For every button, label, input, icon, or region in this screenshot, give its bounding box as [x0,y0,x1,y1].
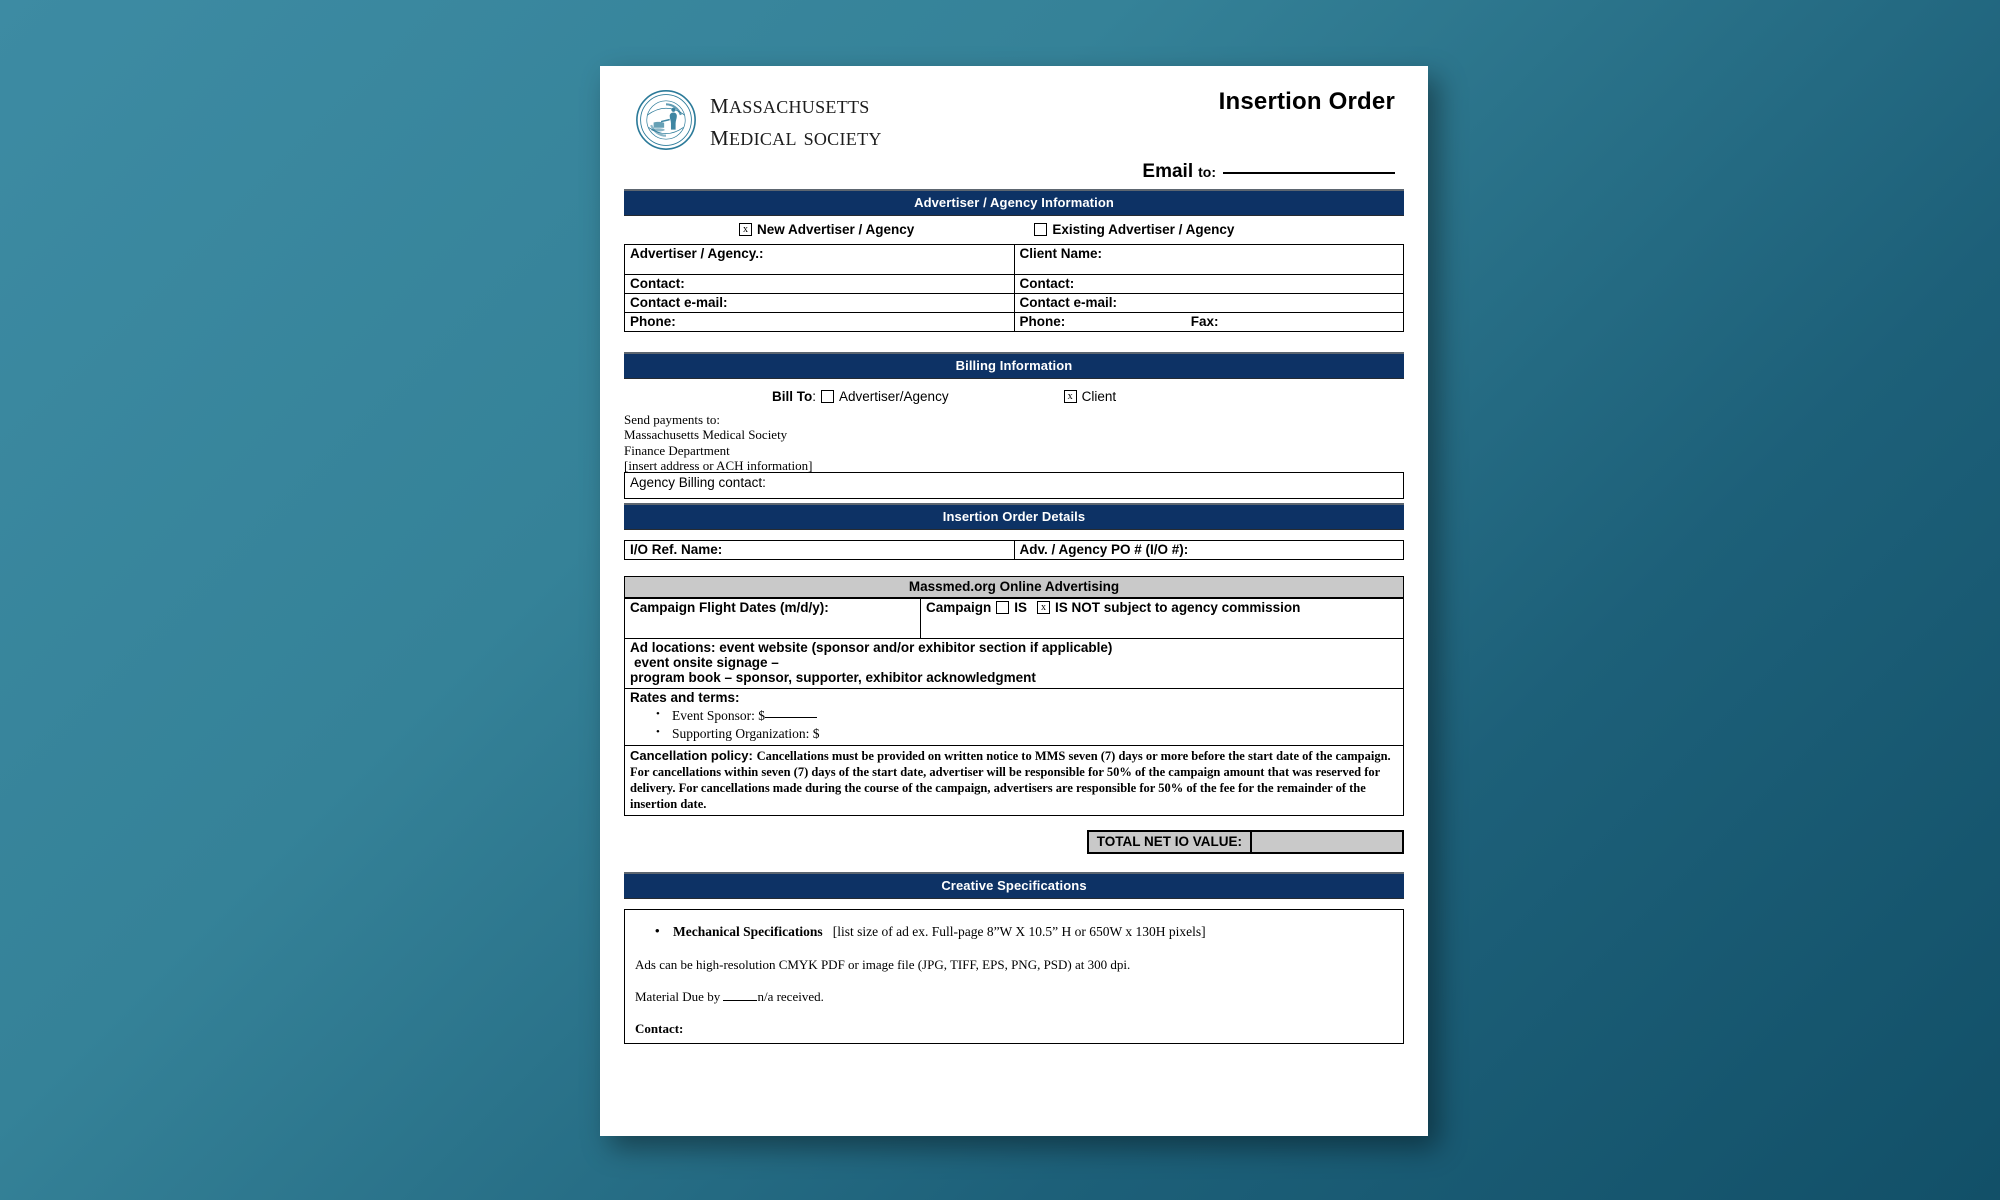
payment-line: [insert address or ACH information] [624,457,813,473]
material-due-input-line[interactable] [723,1000,757,1001]
rates-list [630,707,1398,742]
creative-contact-label: Contact: [635,1020,684,1036]
mechanical-specifications-label: Mechanical Specifications [673,924,823,940]
bill-to-colon: : [812,389,817,404]
agency-billing-contact-field[interactable] [624,472,1404,499]
payment-line: Send payments to: [624,412,721,427]
bill-to-client-checkbox[interactable]: x [1064,390,1077,403]
email-to-input-line[interactable] [1223,172,1395,174]
client-contact-label: Contact: [1019,276,1075,291]
advertiser-email-label: Contact e-mail: [630,295,728,310]
client-fax-label: Fax: [1190,314,1219,329]
client-name-label: Client Name: [1019,246,1103,261]
org-name-line2: medical society [710,118,882,152]
table-row [625,639,1404,689]
list-item[interactable] [672,707,1398,725]
advertiser-table [624,244,1404,332]
agency-billing-contact-label: Agency Billing contact: [630,475,766,491]
table-row [625,294,1404,313]
document-header [600,66,1428,186]
total-net-io-value[interactable] [1252,832,1402,852]
table-row [625,746,1404,816]
client-contact-cell[interactable] [1014,275,1404,294]
new-advertiser-label: New Advertiser / Agency [757,222,915,237]
advertiser-email-cell[interactable] [625,294,1015,313]
material-due-row [635,989,1393,1005]
total-net-io-label: TOTAL NET IO VALUE: [1089,832,1252,852]
cancellation-policy-label: Cancellation policy: [630,748,753,764]
material-due-suffix: n/a received. [757,988,824,1004]
bill-to-row [624,389,1404,404]
advertiser-agency-label: Advertiser / Agency.: [630,246,764,261]
bill-to-advertiser-checkbox[interactable] [821,390,834,403]
advertiser-phone-cell[interactable] [625,313,1015,332]
client-email-label: Contact e-mail: [1019,295,1118,310]
advertiser-agency-cell[interactable] [625,245,1015,275]
email-to-label: to: [1198,164,1216,180]
advertiser-contact-label: Contact: [630,276,685,291]
rates-label: Rates and terms: [630,690,740,706]
ad-locations-line2: event onsite signage – [634,655,779,671]
billing-section-bar: Billing Information [624,352,1404,379]
io-ref-table [624,540,1404,560]
document-page [600,66,1428,1136]
rate-supporting-org-label: Supporting Organization: $ [672,725,820,741]
payment-line: Finance Department [624,442,730,458]
client-phone-label: Phone: [1019,314,1066,329]
ad-locations-line1: event website (sponsor and/or exhibitor section if applicable) [719,640,1113,656]
online-advertising-bar: Massmed.org Online Advertising [624,576,1404,598]
mms-seal-icon [635,89,697,151]
org-name-line1: massachusetts [710,87,870,120]
ad-locations-label: Ad locations: [630,640,716,656]
material-due-label: Material Due by [635,988,721,1004]
creative-specifications-box [624,909,1404,1043]
cancellation-cell [625,746,1404,816]
details-section-bar: Insertion Order Details [624,503,1404,530]
rate-event-sponsor-label: Event Sponsor: $ [672,708,765,724]
email-to-row [1142,161,1395,183]
commission-is-not-label: IS NOT subject to agency commission [1055,600,1301,616]
ad-locations-line3: program book – sponsor, supporter, exhibitor acknowledgment [630,670,1036,686]
client-email-cell[interactable] [1014,294,1404,313]
mechanical-specifications-detail: [list size of ad ex. Full-page 8”W X 10.5” H or 650W x 130H pixels] [832,924,1206,940]
page-title: Insertion Order [1218,88,1395,115]
advertiser-type-row [624,222,1404,237]
po-number-cell[interactable] [1014,541,1404,560]
io-ref-name-label: I/O Ref. Name: [630,542,723,558]
advertiser-section-bar: Advertiser / Agency Information [624,189,1404,216]
list-item[interactable] [672,725,1398,743]
campaign-table [624,598,1404,816]
table-row [625,541,1404,560]
bill-to-client-label: Client [1081,389,1117,404]
commission-prefix-label: Campaign [926,600,992,616]
client-name-cell[interactable] [1014,245,1404,275]
table-row [625,313,1404,332]
total-net-io-row [624,830,1404,854]
table-row [625,689,1404,746]
existing-advertiser-label: Existing Advertiser / Agency [1052,222,1235,237]
ads-resolution-text: Ads can be high-resolution CMYK PDF or image file (JPG, TIFF, EPS, PNG, PSD) at 300 dpi. [635,956,1131,972]
commission-cell [921,599,1404,639]
creative-section-bar: Creative Specifications [624,872,1404,899]
po-number-label: Adv. / Agency PO # (I/O #): [1019,542,1189,558]
table-row [625,599,1404,639]
payment-instructions [624,412,1404,473]
ad-locations-cell [625,639,1404,689]
advertiser-phone-label: Phone: [630,314,676,329]
bill-to-advertiser-label: Advertiser/Agency [839,389,949,404]
table-row [625,275,1404,294]
client-phone-cell[interactable] [1014,313,1404,332]
mechanical-specifications-item [673,924,1393,940]
bill-to-label: Bill To [772,389,813,404]
flight-dates-label: Campaign Flight Dates (m/d/y): [630,600,829,616]
new-advertiser-checkbox[interactable]: x [739,223,752,236]
existing-advertiser-checkbox[interactable] [1034,223,1047,236]
payment-line: Massachusetts Medical Society [624,427,788,443]
commission-is-not-checkbox[interactable]: x [1037,601,1050,614]
advertiser-contact-cell[interactable] [625,275,1015,294]
online-advertising-block [624,576,1404,816]
flight-dates-cell[interactable] [625,599,921,639]
commission-is-label: IS [1014,600,1028,616]
rates-cell [625,689,1404,746]
table-row [625,245,1404,275]
io-ref-name-cell[interactable] [625,541,1015,560]
cancellation-policy-text: Cancellations must be provided on written notice to MMS seven (7) days or more before the start date of the campaign. For cancellations within seven (7) days of the start date, advertiser will be responsible for 50% of the campaign amount that was reserved for delivery. For cancellations made during the course of the campaign, advertisers are responsible for 50% of the fee for the remainder of the insertion date. [630,749,1391,811]
email-label: Email [1142,161,1194,182]
commission-is-checkbox[interactable] [996,601,1009,614]
mms-logo [635,88,882,152]
